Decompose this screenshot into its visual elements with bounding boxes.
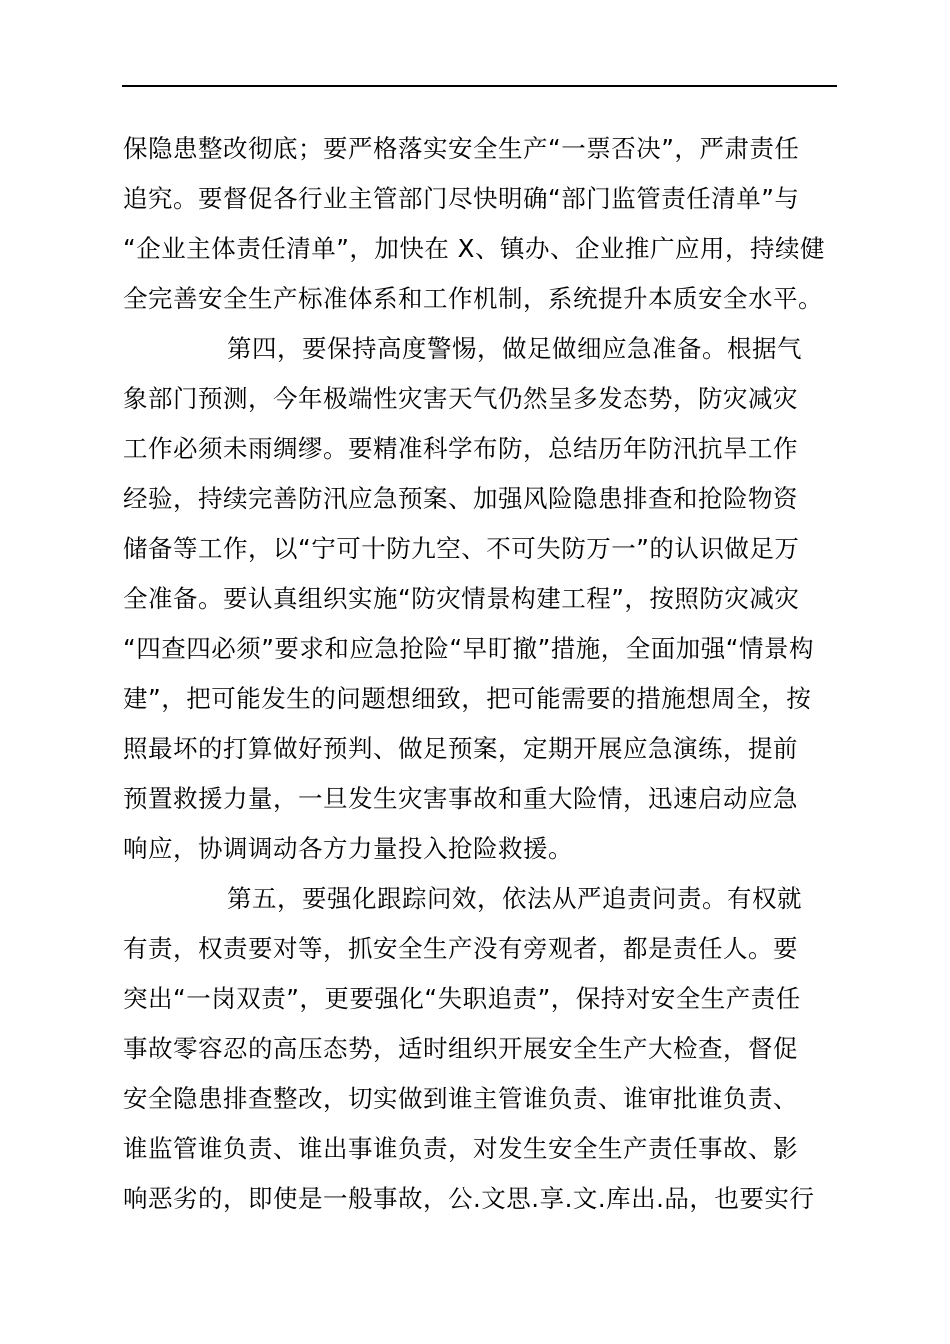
text-line: 事故零容忍的高压态势，适时组织开展安全生产大检查，督促	[123, 1034, 798, 1063]
text-line: 保隐患整改彻底；要严格落实安全生产“一票否决”，严肃责任	[123, 134, 800, 163]
paragraph-start-line: 第四，要保持高度警惕，做足做细应急准备。根据气	[227, 334, 802, 363]
text-line: 全准备。要认真组织实施“防灾情景构建工程”，按照防灾减灾	[123, 584, 800, 613]
text-line: 象部门预测，今年极端性灾害天气仍然呈多发态势，防灾减灾	[123, 384, 798, 413]
text-line: 照最坏的打算做好预判、做足预案，定期开展应急演练，提前	[123, 734, 798, 763]
text-line: 响恶劣的，即使是一般事故，公.文思.享.文.库出.品，也要实行	[123, 1184, 815, 1213]
text-line: 全完善安全生产标准体系和工作机制，系统提升本质安全水平。	[123, 284, 823, 313]
text-line: 安全隐患排查整改，切实做到谁主管谁负责、谁审批谁负责、	[123, 1084, 798, 1113]
header-rule	[122, 85, 837, 87]
text-line: 经验，持续完善防汛应急预案、加强风险隐患排查和抢险物资	[123, 484, 798, 513]
text-line: 建”，把可能发生的问题想细致，把可能需要的措施想周全，按	[123, 684, 812, 713]
text-line: 预置救援力量，一旦发生灾害事故和重大险情，迅速启动应急	[123, 784, 798, 813]
text-line: 突出“一岗双责”，更要强化“失职追责”，保持对安全生产责任	[123, 984, 801, 1013]
text-line: 追究。要督促各行业主管部门尽快明确“部门监管责任清单”与	[123, 184, 800, 213]
text-line: 响应，协调调动各方力量投入抢险救援。	[123, 834, 573, 863]
text-line: “企业主体责任清单”，加快在 X、镇办、企业推广应用，持续健	[123, 234, 825, 263]
paragraph-start-line: 第五，要强化跟踪问效，依法从严追责问责。有权就	[227, 884, 802, 913]
text-line: “四查四必须”要求和应急抢险“早盯撤”措施，全面加强“情景构	[123, 634, 814, 663]
text-line: 谁监管谁负责、谁出事谁负责，对发生安全生产责任事故、影	[123, 1134, 798, 1163]
text-line: 有责，权责要对等，抓安全生产没有旁观者，都是责任人。要	[123, 934, 798, 963]
text-line: 工作必须未雨绸缪。要精准科学布防，总结历年防汛抗旱工作	[123, 434, 798, 463]
text-line: 储备等工作，以“宁可十防九空、不可失防万一”的认识做足万	[123, 534, 800, 563]
